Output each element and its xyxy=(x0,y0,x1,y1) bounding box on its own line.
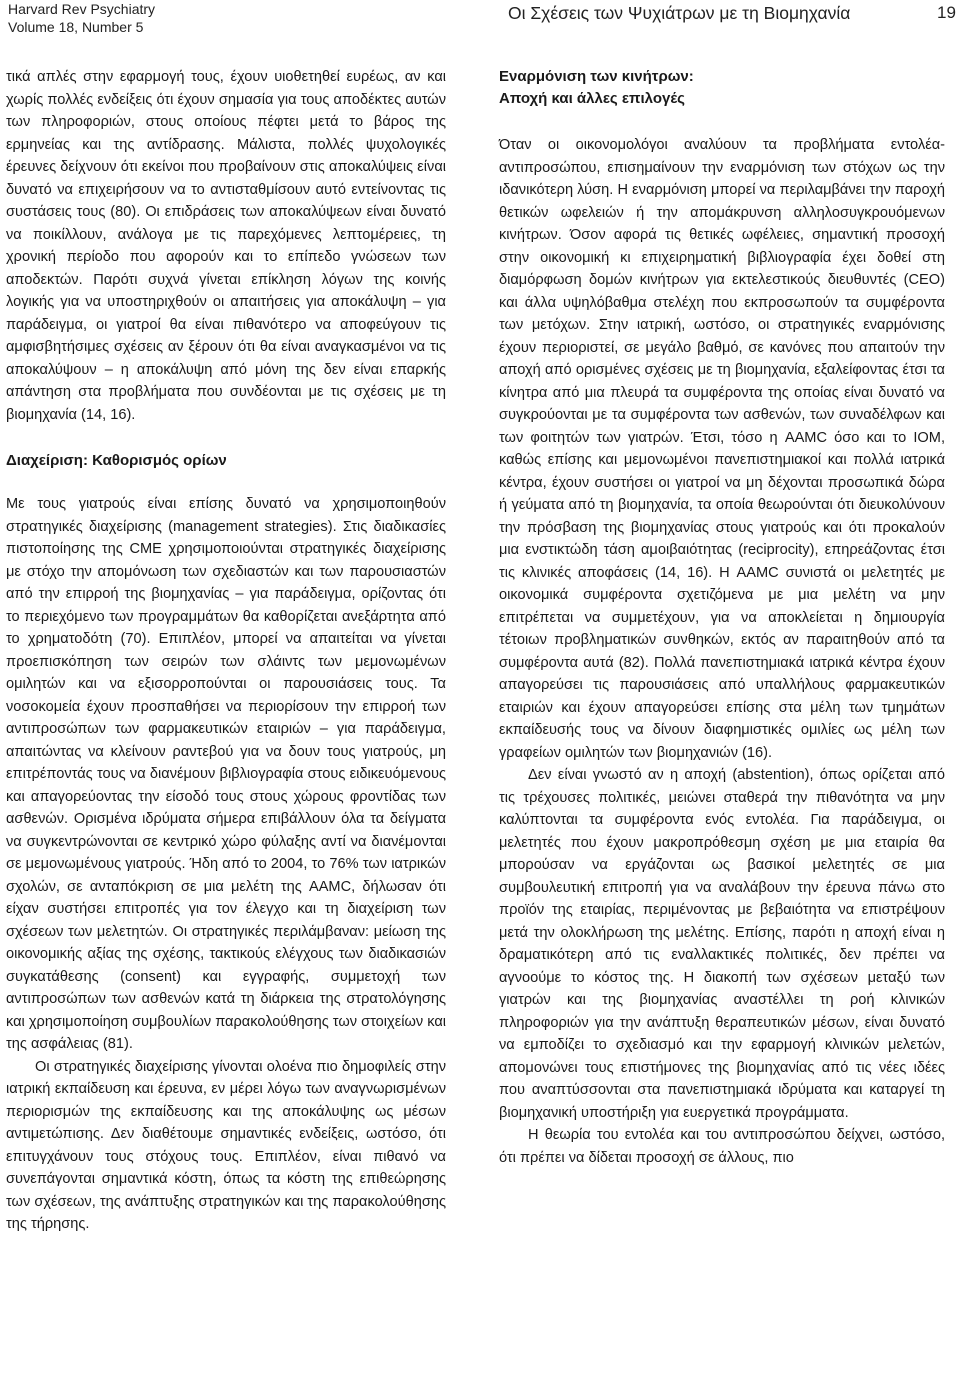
journal-name: Harvard Rev Psychiatry xyxy=(8,1,156,17)
left-column xyxy=(6,66,446,1236)
running-title: Οι Σχέσεις των Ψυχιάτρων με τη Βιομηχανία xyxy=(508,3,851,23)
running-header-journal xyxy=(8,0,155,36)
section-heading-line-1: Εναρμόνιση των κινήτρων: xyxy=(499,68,694,85)
right-column xyxy=(499,66,945,1169)
paragraph: Δεν είναι γνωστό αν η αποχή (abstention), όπως ορίζεται από τις τρέχουσες πολιτικές, μειώνει σταθερά την πιθανότητα να μην καλύπτονται τα συμφέροντα ενός εντολέα. Για παράδειγμα, οι μελετητές που έχουν μακροπρόθεσμη σχέση με μια εταιρία θα μπορούσαν να εργάζονται ως βασικοί μελετητές σε μια συμβουλευτική επιτροπή για να αναλάβουν την έρευνα πάνω στο προϊόν της εταιρίας, περιμένοντας με βεβαιότητα να επιστρέψουν μετά την ολοκλήρωση της μελέτης. Επίσης, παρότι η αποχή είναι η δραματικότερη από τις εναλλακτικές πολιτικές, δεν πρέπει να αγνοούμε το κόστος της. Η διακοπή των σχέσεων μεταξύ των γιατρών και της βιομηχανίας αναστέλλει τη ροή κλινικών πληροφοριών για την ανάπτυξη θεραπευτικών μέσων, είναι δυνατό να εμποδίζει το σχεδιασμό και την εφαρμογή κλινικών μελετών, απομονώνει τους επιστήμονες της βιομηχανίας από τις νέες ιδέες που αναπτύσσονται στα πανεπιστημιακά ιδρύματα και καταργεί τη βιομηχανική υποστήριξη για ευεργετικά προγράμματα. xyxy=(499,767,945,1121)
page-number: 19 xyxy=(937,3,956,22)
section-heading: Διαχείριση: Καθορισμός ορίων xyxy=(6,452,227,469)
paragraph: τικά απλές στην εφαρμογή τους, έχουν υιοθετηθεί ευρέως, αν και χωρίς πολλές ενδείξεις ότι έχουν σημασία για τους αποδέκτες αυτών των πληροφοριών, στους οποίους πέφτει μετά το βάρος της ερμηνείας και της αντίδρασης. Μάλιστα, πολλές ψυχολογικές έρευνες δείχνουν ότι εκείνοι που προβαίνουν στις αποκαλύψεις είναι δυνατό να επιχειρήσουν να το αντισταθμίσουν αυτό εντείνοντας τις συστάσεις τους (80). Οι επιδράσεις των αποκαλύψεων είναι δυνατό να ποικίλλουν, ανάλογα με τις παρεχόμενες λεπτομέρειες, τη χρονική περίοδο που αφορούν και το επίπεδο γνώσεων των αποδεκτών. Παρότι συχνά γίνεται επίκληση λόγων της κοινής λογικής για να υποστηριχθούν οι απαιτήσεις για αποκάλυψη – για παράδειγμα, οι γιατροί θα είναι πιθανότερο να αποφεύγουν τις αμφισβητήσιμες σχέσεις αν ξέρουν ότι θα είναι αναγκασμένοι να τις αποκαλύψουν – η αποκάλυψη από μόνη της δεν είναι επαρκής απάντηση στα προβλήματα που συνδέονται με τις σχέσεις με τη βιομηχανία (14, 16). xyxy=(6,69,446,423)
section-heading-line-2: Αποχή και άλλες επιλογές xyxy=(499,90,685,107)
journal-volume: Volume 18, Number 5 xyxy=(8,19,144,35)
paragraph: Οι στρατηγικές διαχείρισης γίνονται ολοένα πιο δημοφιλείς στην ιατρική εκπαίδευση και έρευνα, εν μέρει λόγω των αναγνωρισμένων περιορισμών της εκπαίδευσης και της αποκάλυψης ως μέσων αντιμετώπισης. Δεν διαθέτουμε σημαντικές ενδείξεις, ωστόσο, ότι επιτυγχάνουν τους στόχους τους. Επιπλέον, είναι πιθανό να συνεπάγονται σημαντικά κόστη, όπως τα κόστη της επιθεώρησης των σχέσεων, της ανάπτυξης στρατηγικών και της παρακολούθησης της τήρησης. xyxy=(6,1058,446,1232)
paragraph: Όταν οι οικονομολόγοι αναλύουν τα προβλήματα εντολέα-αντιπροσώπου, επισημαίνουν την εναρμόνιση των στόχων ως την ιδανικότερη λύση. Η εναρμόνιση μπορεί να περιλαμβάνει την παροχή θετικών ωφελειών ή την απομάκρυνση αλληλοσυγκρουόμενων κινήτρων. Όσον αφορά τις θετικές ωφέλειες, σημαντική προσοχή στην οικονομική κι επιχειρηματική βιβλιογραφία έχει δοθεί στη διαμόρφωση δομών κινήτρων για εκτελεστικούς διευθυντές (CEO) και άλλα υψηλόβαθμα στελέχη που εκπροσωπούν τα συμφέροντα των μετόχων. Στην ιατρική, ωστόσο, οι στρατηγικές εναρμόνισης έχουν περιοριστεί, σε μεγάλο βαθμό, σε κανόνες που απαιτούν την αποχή από ορισμένες σχέσεις με τη βιομηχανία, εξαλείφοντας έτσι τα κίνητρα από μια πλευρά τα συμφέροντα της οποίας είναι δυνατό να συγκρούονται με τα συμφέροντα των ασθενών, των συναδέλφων και των φοιτητών των γιατρών. Έτσι, τόσο η AAMC όσο και το IOM, καθώς επίσης και μεμονωμένοι πανεπιστημιακοί και πολλά ιατρικά κέντρα, έχουν συστήσει οι γιατροί να μη δέχονται προσωπικά δώρα ή γεύματα από τη βιομηχανία, τα οποία θεωρούνται ότι διευκολύνουν την πρόσβαση της βιομηχανίας στους γιατρούς και ότι προκαλούν μια ενστικτώδη τάση αμοιβαιότητας (reciprocity), επηρεάζοντας έτσι τις κλινικές αποφάσεις (14, 16). Η AAMC συνιστά οι μελετητές με οικονομικά συμφέροντα σχετιζόμενα με μια μελέτη να μην επιτρέπεται να συμμετέχουν, για να αποκλείεται η δημιουργία τέτοιων προβληματικών συνθηκών, εκτός αν παραιτηθούν από τα συμφέροντα αυτά (82). Πολλά πανεπιστημιακά ιατρικά κέντρα έχουν απαγορεύσει τις παρουσιάσεις από υπαλλήλους φαρμακευτικών εταιριών και έχουν απαγορεύσει επίσης στα μέλη των τμημάτων εκπαίδευσής τους να δίνουν διαφημιστικές ομιλίες ως μέλη των γραφείων ομιλητών των βιομηχανιών (16). xyxy=(499,137,945,761)
paragraph: Με τους γιατρούς είναι επίσης δυνατό να χρησιμοποιηθούν στρατηγικές διαχείρισης (management strategies). Στις διαδικασίες πιστοποίησης της CME χρησιμοποιούνται στρατηγικές διαχείρισης με στόχο την απομόνωση των σχεδιαστών και των παρουσιαστών από την επιρροή της βιομηχανίας – για παράδειγμα, ορίζοντας ότι το περιεχόμενο των προγραμμάτων θα καθορίζεται ανεξάρτητα από το χρηματοδότη (70). Επιπλέον, μπορεί να απαιτείται να γίνεται προεπισκόπηση των σειρών των σλάιντς των μεμονωμένων ομιλητών και να εξισορροπούνται οι παρουσιάσεις τους. Τα νοσοκομεία έχουν προσπαθήσει να περιορίσουν την επιρροή των αντιπροσώπων των φαρμακευτικών εταιριών – για παράδειγμα, απαιτώντας να κλείνουν ραντεβού για να δουν τους γιατρούς, μη επιτρέποντάς τους να διανέμουν βιβλιογραφία στους ειδικευόμενους και απαγορεύοντας την είσοδό τους στους χώρους φροντίδας των ασθενών. Ορισμένα ιδρύματα σήμερα επιβάλλουν όλα τα δείγματα να συγκεντρώνονται σε κεντρικό χώρο φύλαξης αντί να διανέμονται σε μεμονωμένους γιατρούς. Ήδη από το 2004, το 76% των ιατρικών σχολών, σε ανταπόκριση σε μια μελέτη της AAMC, δήλωσαν ότι είχαν συστήσει επιτροπές για τον έλεγχο και τη διαχείριση των σχέσεων των μελετητών. Οι στρατηγικές περιλάμβαναν: μείωση της οικονομικής αξίας της σχέσης, τακτικούς ελέγχους των διαδικασιών συγκατάθεσης (consent) και εγγραφής, συμμετοχή των αντιπροσώπων των ασθενών κατά τη διάρκεια της στρατολόγησης και χρησιμοποίηση συμβουλίων παρακολούθησης των στοιχείων και της ασφάλειας (81). xyxy=(6,496,446,1052)
paragraph: Η θεωρία του εντολέα και του αντιπροσώπου δείχνει, ωστόσο, ότι πρέπει να δίδεται προσοχή σε άλλους, πιο xyxy=(499,1127,945,1166)
